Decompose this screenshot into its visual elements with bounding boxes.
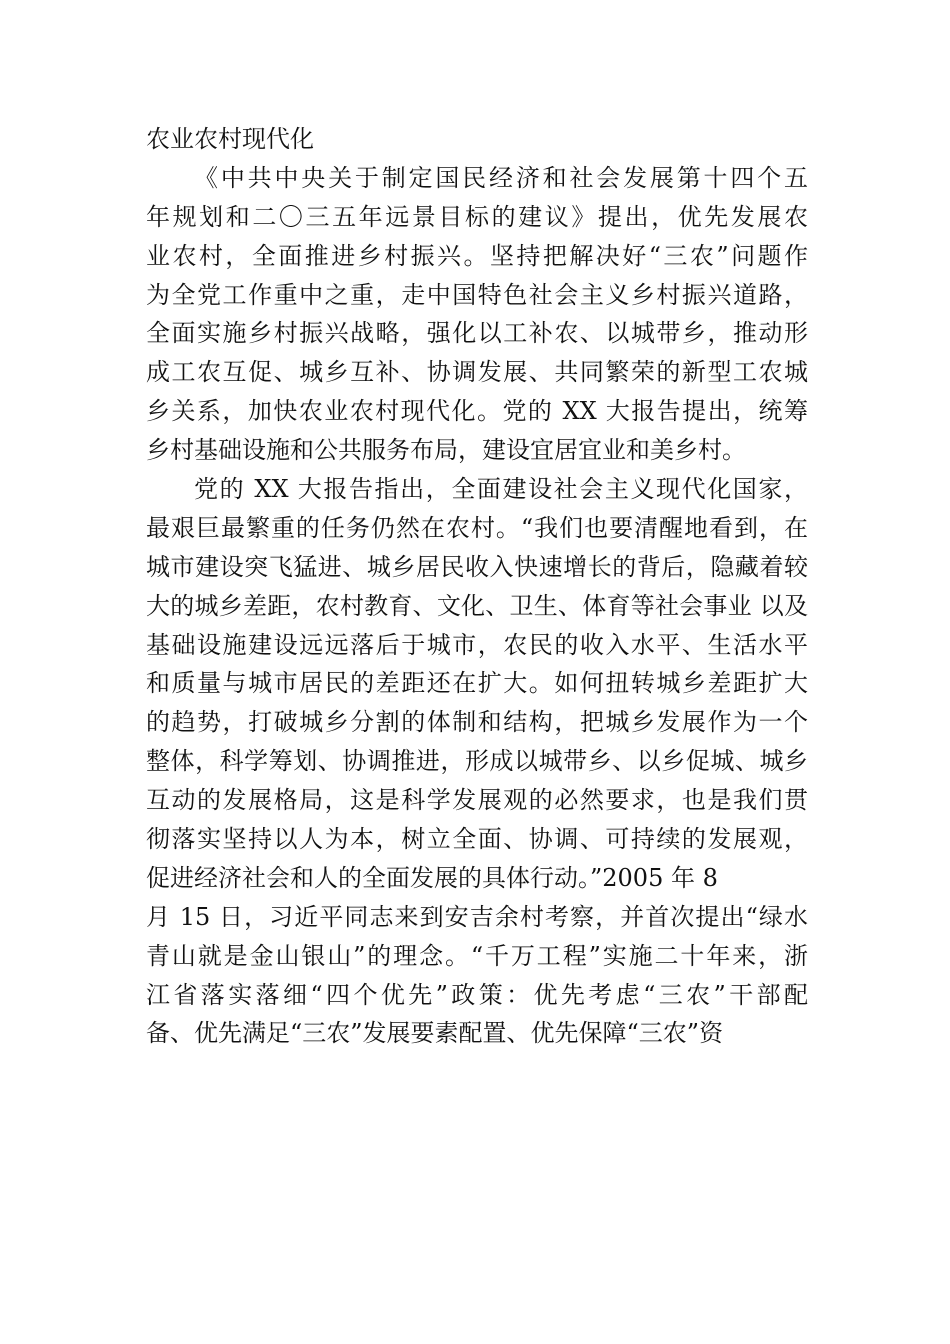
text-line: 全面实施乡村振兴战略，强化以工补农、以城带乡，推动形 xyxy=(146,319,808,348)
text-line: 大的城乡差距，农村教育、文化、卫生、体育等社会事业 以及 xyxy=(146,591,808,620)
text-line: 和质量与城市居民的差距还在扩大。如何扭转城乡差距扩大 xyxy=(146,669,808,698)
text-line: 成工农互促、城乡互补、协调发展、共同繁荣的新型工农城 xyxy=(146,358,808,387)
text-line: 促进经济社会和人的全面发展的具体行动。”2005 年 8 xyxy=(146,863,718,892)
text-line: 互动的发展格局，这是科学发展观的必然要求，也是我们贯 xyxy=(146,786,808,815)
paragraph-2 xyxy=(146,470,808,1053)
text-line: 青山就是金山银山”的理念。“千万工程”实施二十年来，浙 xyxy=(146,941,808,970)
text-line: 备、优先满足“三农”发展要素配置、优先保障“三农”资 xyxy=(146,1019,724,1048)
text-line: 《中共中央关于制定国民经济和社会发展第十四个五 xyxy=(194,163,808,192)
paragraph-1 xyxy=(146,159,808,470)
text-line: 城市建设突飞猛进、城乡居民收入快速增长的背后，隐藏着较 xyxy=(146,552,808,581)
text-line: 江省落实落细“四个优先”政策：优先考虑“三农”干部配 xyxy=(146,980,808,1009)
text-line: 整体，科学筹划、协调推进，形成以城带乡、以乡促城、城乡 xyxy=(146,747,808,776)
text-line: 基础设施建设远远落后于城市，农民的收入水平、生活水平 xyxy=(146,630,808,659)
text-line: 月 15 日，习近平同志来到安吉余村考察，并首次提出“绿水 xyxy=(146,902,808,931)
text-line: 彻落实坚持以人为本，树立全面、协调、可持续的发展观， xyxy=(146,825,808,854)
text-line: 乡关系，加快农业农村现代化。党的 XX 大报告提出，统筹 xyxy=(146,397,808,426)
text-line: 为全党工作重中之重，走中国特色社会主义乡村振兴道路， xyxy=(146,280,808,309)
text-line: 年规划和二〇三五年远景目标的建议》提出，优先发展农 xyxy=(146,202,808,231)
text-line: 业农村，全面推进乡村振兴。坚持把解决好“三农”问题作 xyxy=(146,241,808,270)
document-body xyxy=(146,120,808,1053)
text-line: 最艰巨最繁重的任务仍然在农村。“我们也要清醒地看到，在 xyxy=(146,513,808,542)
text-line: 乡村基础设施和公共服务布局，建设宜居宜业和美乡村。 xyxy=(146,436,746,465)
section-heading: 农业农村现代化 xyxy=(146,125,314,153)
text-line: 党的 XX 大报告指出，全面建设社会主义现代化国家， xyxy=(194,475,808,504)
text-line: 的趋势，打破城乡分割的体制和结构，把城乡发展作为一个 xyxy=(146,708,808,737)
